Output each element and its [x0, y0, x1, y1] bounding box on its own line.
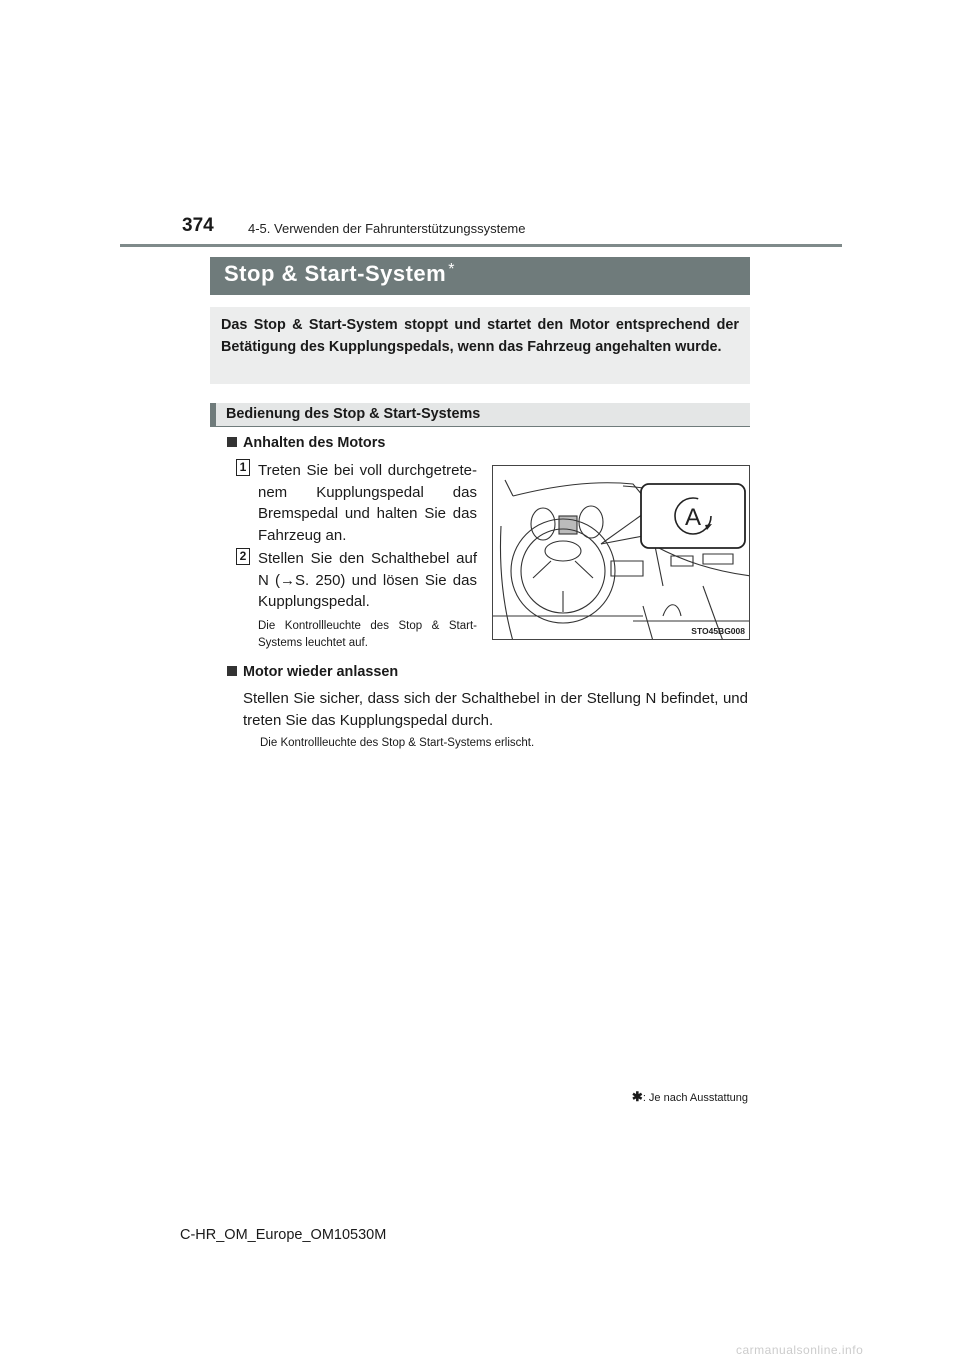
footnote-text: : Je nach Ausstattung	[642, 1092, 748, 1104]
step-2-text: Stellen Sie den Schalthebel auf N (→S. 250) und lösen Sie das Kupplungspedal.	[258, 550, 477, 610]
footnote-mark: ✱	[631, 1089, 643, 1104]
dashboard-illustration	[493, 466, 750, 640]
watermark: carmanualsonline.info	[736, 1343, 864, 1357]
footnote	[632, 1089, 748, 1105]
title-footnote-mark: *	[448, 261, 455, 278]
stop-engine-note: Die Kontrollleuchte des Stop & Start-Systems leuchtet auf.	[258, 620, 477, 649]
bullet-square-icon	[227, 666, 237, 676]
step-1-number: 1	[236, 459, 250, 476]
document-id: C-HR_OM_Europe_OM10530M	[180, 1227, 387, 1243]
section-header: 4-5. Verwenden der Fahrunterstützungssysteme	[248, 221, 526, 236]
intro-box: Das Stop & Start-System stoppt und startet den Motor entsprechend der Betätigung des Kupplungspedals, wenn das Fahrzeug angehalten wurde.	[210, 307, 750, 384]
callout-letter: A	[684, 504, 702, 531]
restart-engine-text: Stellen Sie sicher, dass sich der Schalthebel in der Stellung N befindet, und treten Sie das Kupplungspedal durch.	[243, 690, 748, 729]
dashboard-figure	[492, 465, 750, 640]
stop-engine-heading-text: Anhalten des Motors	[243, 435, 386, 451]
subsection-header: Bedienung des Stop & Start-Systems	[210, 403, 750, 427]
stop-engine-heading	[227, 435, 385, 451]
title-bar	[210, 257, 750, 295]
restart-engine-heading-text: Motor wieder anlassen	[243, 664, 399, 680]
figure-code: STO45BG008	[691, 626, 745, 636]
step-2-number: 2	[236, 548, 250, 565]
step-1-text: Treten Sie bei voll durchgetrete-nem Kupplungspedal das Bremspedal und halten Sie das Fahrzeug an.	[258, 462, 477, 544]
page-number: 374	[182, 215, 214, 236]
restart-engine-heading	[227, 664, 398, 680]
bullet-square-icon	[227, 437, 237, 447]
restart-engine-note: Die Kontrollleuchte des Stop & Start-Systems erlischt.	[260, 737, 535, 749]
page-title: Stop & Start-System	[224, 261, 447, 286]
header-rule	[120, 244, 842, 247]
